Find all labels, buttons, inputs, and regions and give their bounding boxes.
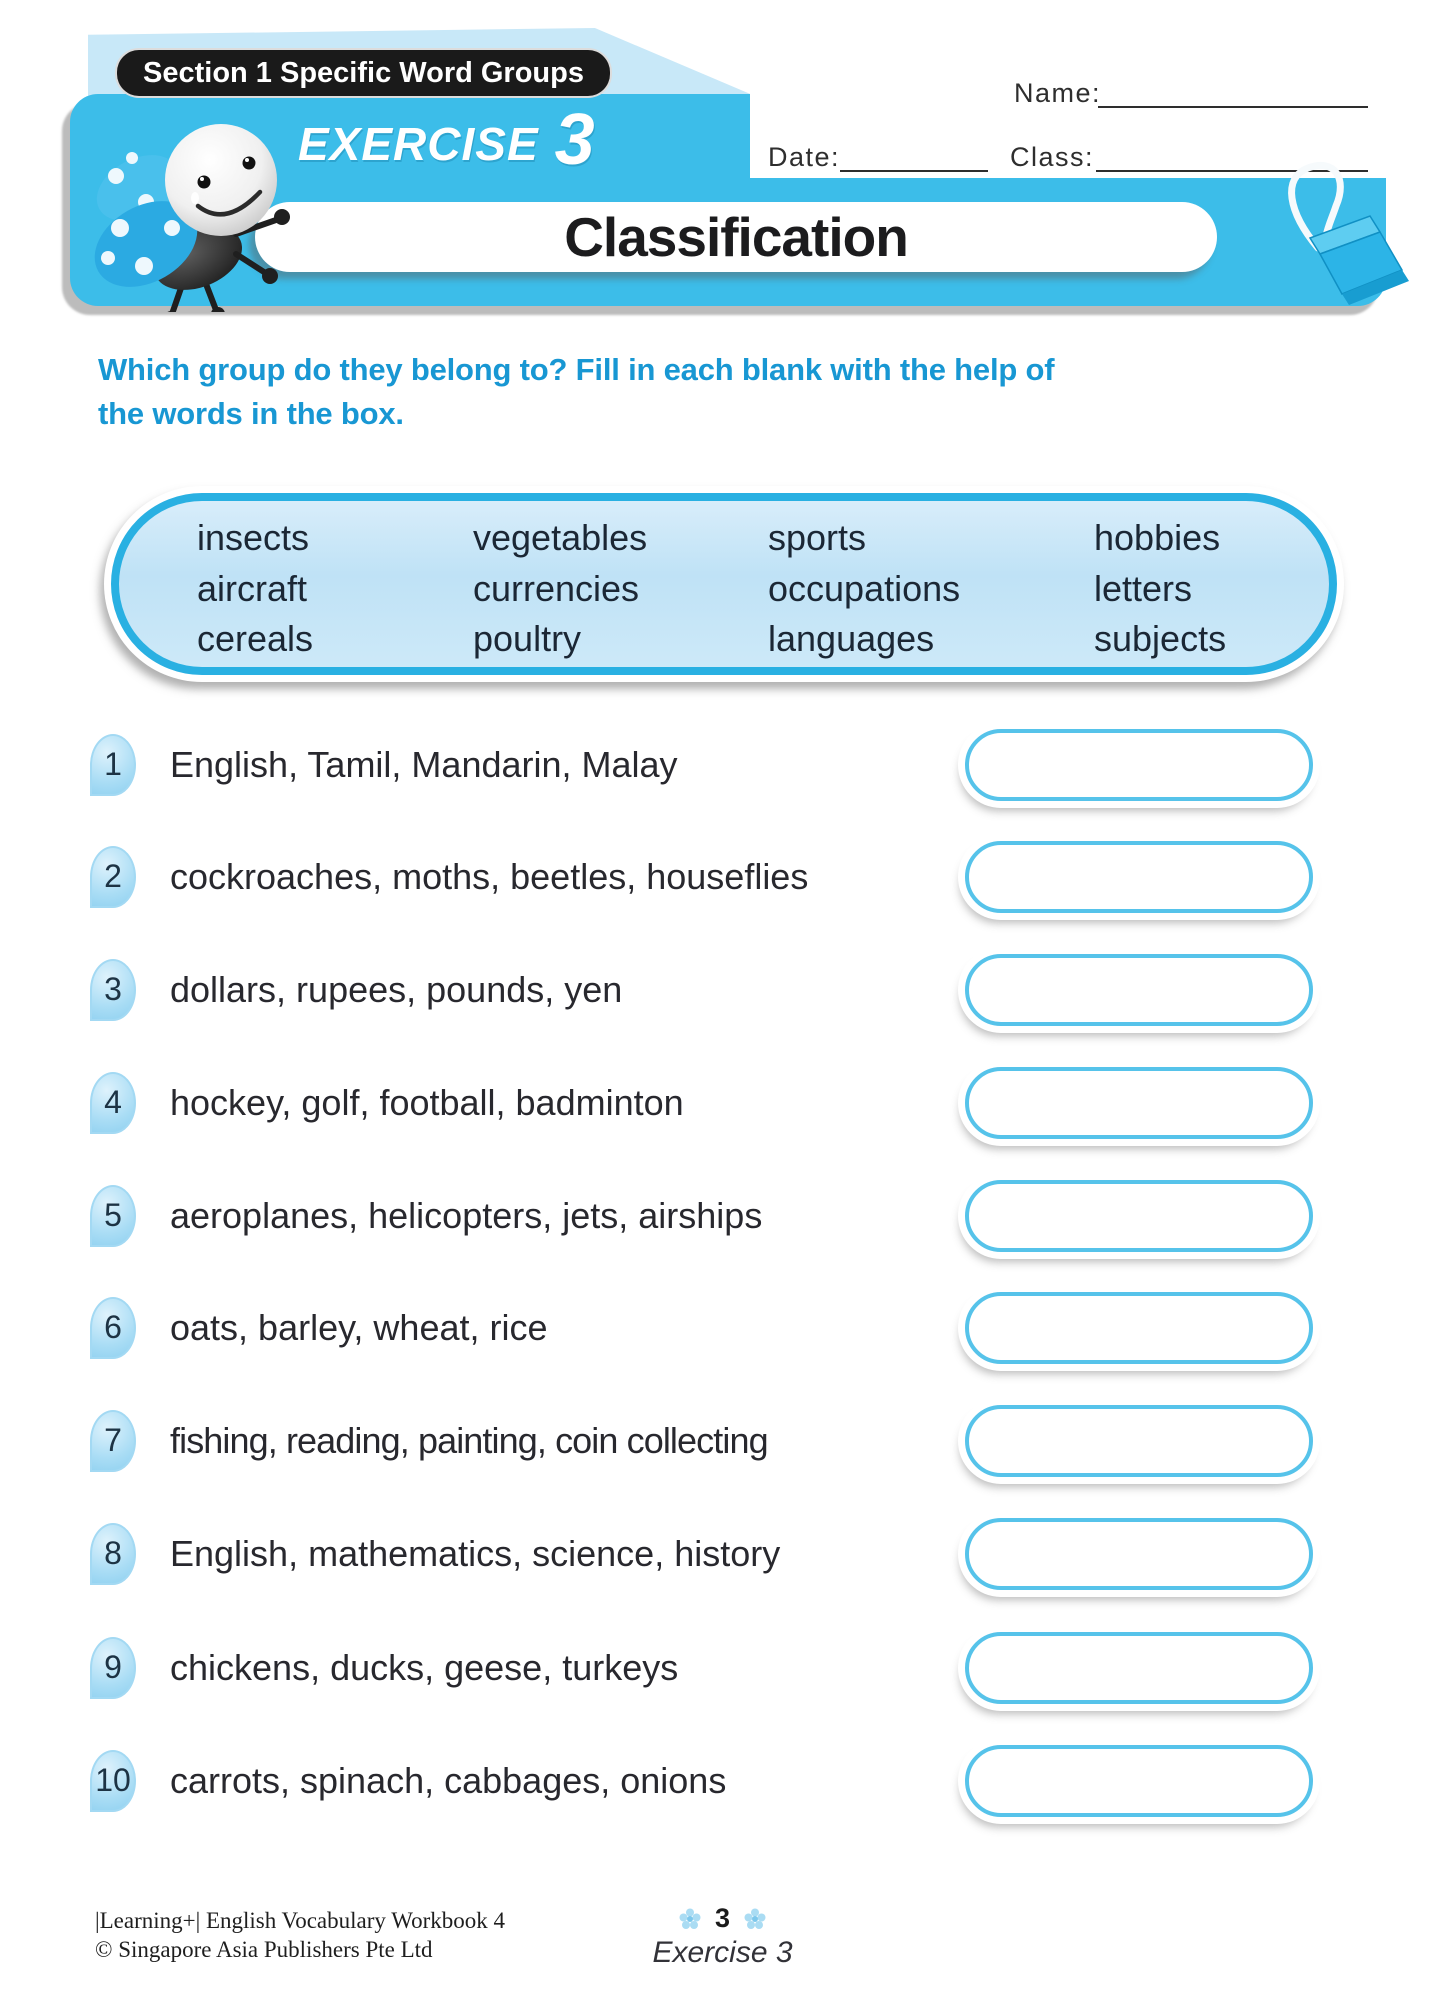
- exercise-heading: [298, 100, 595, 180]
- question-number-badge: [90, 959, 136, 1021]
- answer-blank[interactable]: [965, 1518, 1313, 1590]
- question-row: [88, 948, 1358, 1032]
- copyright: © Singapore Asia Publishers Pte Ltd: [95, 1937, 433, 1962]
- question-number: 2: [104, 858, 122, 894]
- question-row: [88, 723, 1358, 807]
- exercise-footer-label: Exercise 3: [652, 1936, 793, 1969]
- question-text: chickens, ducks, geese, turkeys: [170, 1647, 679, 1688]
- answer-blank[interactable]: [965, 1292, 1313, 1364]
- word-item: insects: [197, 517, 310, 558]
- page-title: Classification: [564, 206, 908, 268]
- question-text: dollars, rupees, pounds, yen: [170, 969, 623, 1010]
- answer-blank[interactable]: [965, 1067, 1313, 1139]
- date-label: Date:: [768, 142, 841, 172]
- word-box: [104, 486, 1344, 682]
- footer-page-block: [0, 1903, 1445, 1970]
- question-text: English, Tamil, Mandarin, Malay: [170, 744, 678, 785]
- word-item: hobbies: [1094, 517, 1221, 558]
- question-number-badge: [90, 734, 136, 796]
- word-item: poultry: [473, 618, 582, 659]
- word-item: aircraft: [197, 568, 308, 609]
- date-line[interactable]: [840, 170, 988, 172]
- question-number: 4: [104, 1084, 122, 1120]
- question-row: [88, 835, 1358, 919]
- question-number-badge: [90, 1072, 136, 1134]
- question-text: fishing, reading, painting, coin collecting: [170, 1420, 768, 1461]
- question-row: [88, 1739, 1358, 1823]
- question-row: [88, 1174, 1358, 1258]
- word-item: occupations: [768, 568, 961, 609]
- question-text: aeroplanes, helicopters, jets, airships: [170, 1195, 763, 1236]
- question-number-badge: [90, 1750, 136, 1812]
- question-number-badge: [90, 1410, 136, 1472]
- question-number: 6: [104, 1309, 122, 1345]
- exercise-word: EXERCISE: [298, 118, 539, 170]
- word-item: vegetables: [473, 517, 648, 558]
- question-number-badge: [90, 1185, 136, 1247]
- page-number-row: [0, 1903, 1445, 1934]
- binder-clip-icon: [1252, 152, 1422, 322]
- exercise-number: 3: [554, 100, 595, 180]
- word-item: currencies: [473, 568, 640, 609]
- flower-icon: [679, 1908, 701, 1930]
- word-item: letters: [1094, 568, 1193, 609]
- word-item: languages: [768, 618, 935, 659]
- section-label: Section 1 Specific Word Groups: [143, 57, 584, 89]
- question-number-badge: [90, 1523, 136, 1585]
- answer-blank[interactable]: [965, 954, 1313, 1026]
- instruction-line-2: the words in the box.: [98, 396, 404, 431]
- question-number: 7: [104, 1422, 122, 1458]
- instruction-text: [98, 348, 1218, 436]
- question-number-badge: [90, 1297, 136, 1359]
- question-row: [88, 1399, 1358, 1483]
- question-number: 9: [104, 1649, 122, 1685]
- question-number: 10: [95, 1762, 131, 1798]
- question-row: [88, 1286, 1358, 1370]
- question-number-badge: [90, 846, 136, 908]
- question-text: carrots, spinach, cabbages, onions: [170, 1760, 727, 1801]
- question-number: 5: [104, 1197, 122, 1233]
- name-label: Name:: [1014, 78, 1102, 108]
- answer-blank[interactable]: [965, 1405, 1313, 1477]
- question-number: 8: [104, 1535, 122, 1571]
- book-title: |Learning+| English Vocabulary Workbook 4: [95, 1908, 505, 1933]
- question-text: hockey, golf, football, badminton: [170, 1082, 684, 1123]
- question-text: cockroaches, moths, beetles, houseflies: [170, 856, 809, 897]
- answer-blank[interactable]: [965, 1632, 1313, 1704]
- word-item: cereals: [197, 618, 314, 659]
- section-badge: [115, 48, 612, 98]
- class-label: Class:: [1010, 142, 1095, 172]
- question-row: [88, 1512, 1358, 1596]
- name-line[interactable]: [1098, 106, 1368, 108]
- ladybug-mascot-icon: [86, 116, 306, 312]
- word-item: subjects: [1094, 618, 1227, 659]
- title-bar: [255, 202, 1217, 272]
- question-number: 1: [104, 746, 122, 782]
- instruction-line-1: Which group do they belong to? Fill in each blank with the help of: [98, 352, 1055, 387]
- flower-icon: [744, 1908, 766, 1930]
- answer-blank[interactable]: [965, 841, 1313, 913]
- word-item: sports: [768, 517, 867, 558]
- question-row: [88, 1061, 1358, 1145]
- answer-blank[interactable]: [965, 1745, 1313, 1817]
- question-number: 3: [104, 971, 122, 1007]
- question-text: oats, barley, wheat, rice: [170, 1307, 548, 1348]
- answer-blank[interactable]: [965, 729, 1313, 801]
- question-number-badge: [90, 1637, 136, 1699]
- question-row: [88, 1626, 1358, 1710]
- page-number: 3: [714, 1903, 731, 1933]
- question-text: English, mathematics, science, history: [170, 1533, 781, 1574]
- answer-blank[interactable]: [965, 1180, 1313, 1252]
